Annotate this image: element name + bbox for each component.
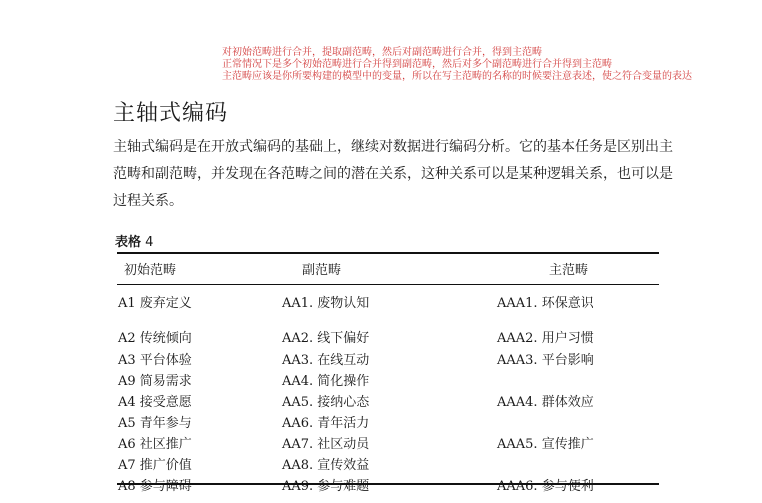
table-cell: AA4. 简化操作 xyxy=(282,374,370,389)
table-cell: AA1. 废物认知 xyxy=(282,296,370,311)
paragraph-line-3: 过程关系。 xyxy=(113,193,183,209)
table-cell: AAA5. 宣传推广 xyxy=(497,437,594,452)
table-cell: A4 接受意愿 xyxy=(118,395,192,410)
table-cell: AA8. 宣传效益 xyxy=(282,458,370,473)
table-caption-number: 4 xyxy=(145,235,154,250)
table-cell: AA7. 社区动员 xyxy=(282,437,370,452)
table-cell: AAA3. 平台影响 xyxy=(497,353,594,368)
paragraph-line-2: 范畴和副范畴，并发现在各范畴之间的潜在关系，这种关系可以是某种逻辑关系，也可以是 xyxy=(113,166,673,182)
table-bottom-rule xyxy=(117,483,659,485)
table-cell: A7 推广价值 xyxy=(118,458,192,473)
section-heading: 主轴式编码 xyxy=(113,101,229,126)
red-annotation-note xyxy=(222,47,752,83)
table-cell: AAA4. 群体效应 xyxy=(497,395,594,410)
table-cell: AA9. 参与难题 xyxy=(282,479,370,494)
table-header-rule xyxy=(117,284,659,285)
table-caption-label: 表格 xyxy=(115,235,142,250)
paragraph-line-1: 主轴式编码是在开放式编码的基础上，继续对数据进行编码分析。它的基本任务是区别出主 xyxy=(113,139,673,155)
table-caption xyxy=(115,231,153,250)
table-top-rule xyxy=(117,252,659,254)
table-cell: A9 简易需求 xyxy=(118,374,192,389)
annotation-line-2: 正常情况下是多个初始范畴进行合并得到副范畴，然后对多个副范畴进行合并得到主范畴 xyxy=(222,59,612,70)
annotation-line-3: 主范畴应该是你所要构建的模型中的变量，所以在写主范畴的名称的时候要注意表述，使之符合变量的表达 xyxy=(222,71,692,82)
table-cell: AA6. 青年活力 xyxy=(282,416,370,431)
table-header-sub: 副范畴 xyxy=(302,263,342,278)
table-cell: AAA6. 参与便利 xyxy=(497,479,594,494)
table-cell: AAA1. 环保意识 xyxy=(497,296,594,311)
table-cell: A1 废弃定义 xyxy=(118,296,192,311)
table-header-initial: 初始范畴 xyxy=(124,263,177,278)
table-cell: A6 社区推广 xyxy=(118,437,192,452)
table-header-main: 主范畴 xyxy=(549,263,589,278)
table-cell: A2 传统倾向 xyxy=(118,331,192,346)
table-cell: A5 青年参与 xyxy=(118,416,192,431)
table-cell: AA5. 接纳心态 xyxy=(282,395,370,410)
annotation-line-1: 对初始范畴进行合并，提取副范畴，然后对副范畴进行合并，得到主范畴 xyxy=(222,47,542,58)
table-cell: AA3. 在线互动 xyxy=(282,353,370,368)
table-cell: A8 参与障碍 xyxy=(118,479,192,494)
table-cell: AAA2. 用户习惯 xyxy=(497,331,594,346)
body-paragraph xyxy=(113,134,673,215)
table-cell: AA2. 线下偏好 xyxy=(282,331,370,346)
table-cell: A3 平台体验 xyxy=(118,353,192,368)
